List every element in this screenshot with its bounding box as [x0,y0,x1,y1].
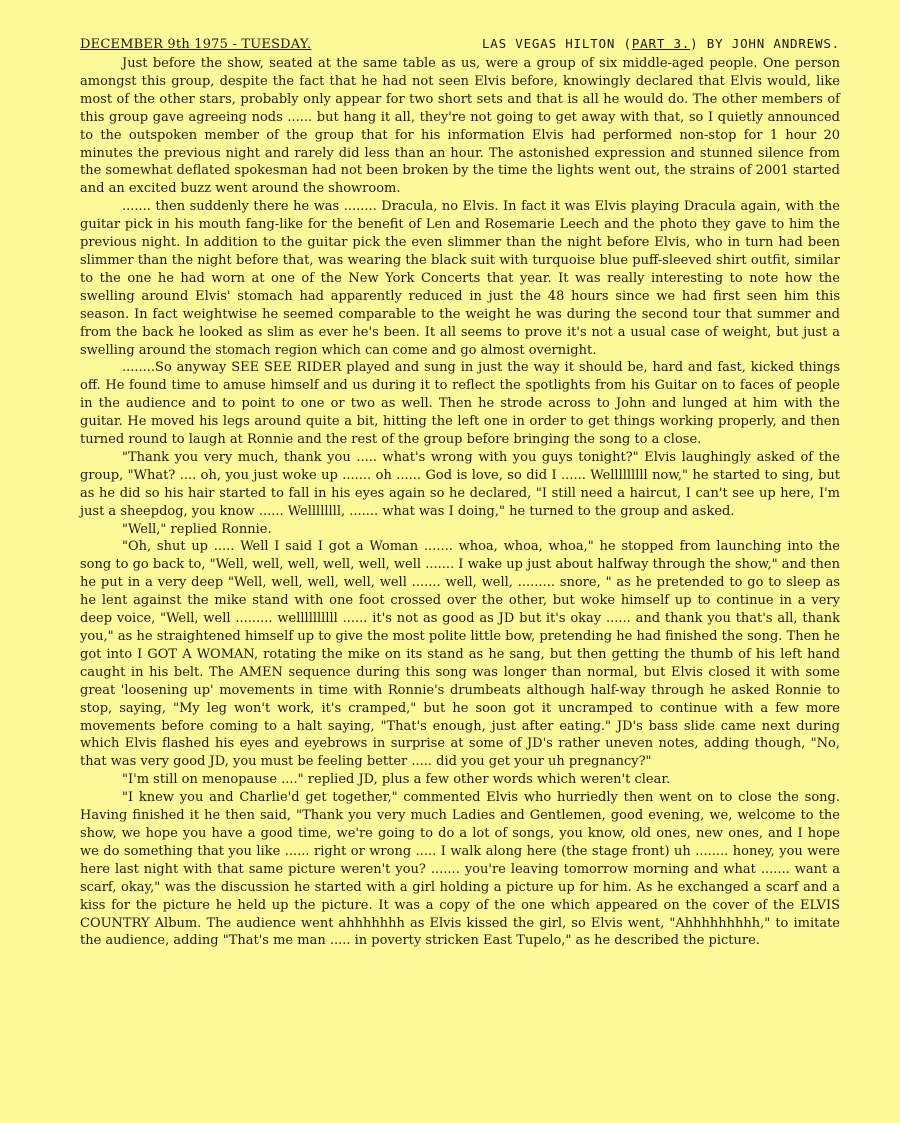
paragraph-1: Just before the show, seated at the same table as us, were a group of six middle-aged people. One person amongst this group, despite the fact that he had not seen Elvis before, knowingly declared that Elvis would, like most of the other stars, probably only appear for two short sets and that is all he would do. The other members of this group gave agreeing nods ...... but hang it all, they're not going to get away with that, so I quietly announced to the outspoken member of the group that for his information Elvis had performed non-stop for 1 hour 20 minutes the previous night and rarely did less than an hour. The astonished expression and stunned silence from the somewhat deflated spokesman had not been broken by the time the lights went out, the strains of 2001 started and an excited buzz went around the showroom. [80,56,840,197]
paragraph-4: "Thank you very much, thank you ..... what's wrong with you guys tonight?" Elvis laughingly asked of the group, "What? .... oh, you just woke up ....... oh ...... God is love, so did I ...... Welllllllll now," he started to sing, but as he did so his hair started to fall in his eyes again so he declared, "I still need a haircut, I can't see up here, I'm just a sheepdog, you know ...... Wellllllll, ....... what was I doing," he turned to the group and asked. [80,449,840,519]
title-prefix: LAS VEGAS HILTON ( [481,36,632,51]
paragraph-8: "I knew you and Charlie'd get together," commented Elvis who hurriedly then went on to close the song. Having finished it he then said, "Thank you very much Ladies and Gentlemen, good evening, we, welcome to the show, we hope you have a good time, we're going to do a lot of songs, you know, old ones, new ones, and I hope we do something that you like ...... right or wrong ..... I walk along here (the stage front) uh ........ honey, you were here last night with that same picture weren't you? ....... you're leaving tomorrow morning and what ....... want a scarf, okay," was the discussion he started with a girl holding a picture up for him. As he exchanged a scarf and a kiss for the picture he held up the picture. It was a copy of the one which appeared on the cover of the ELVIS COUNTRY Album. The audience went ahhhhhhh as Elvis kissed the girl, so Elvis went, "Ahhhhhhhhh," to imitate the audience, adding "That's me man ..... in poverty stricken East Tupelo," as he described the picture. [80,790,840,949]
article-date: DECEMBER 9th 1975 - TUESDAY. [80,37,312,52]
page-header [80,36,840,53]
paragraph-7: "I'm still on menopause ...." replied JD, plus a few other words which weren't clear. [122,772,671,788]
paragraph-5: "Well," replied Ronnie. [122,521,272,537]
paragraph-2: ....... then suddenly there he was ........ Dracula, no Elvis. In fact it was Elvis playing Dracula again, with the guitar pick in his mouth fang-like for the benefit of Len and Rosemarie Leech and the photo they gave to him the previous night. In addition to the guitar pick the even slimmer than the night before Elvis, who in turn had been slimmer than the night before that, was wearing the black suit with turquoise blue puff-sleeved shirt outfit, similar to the one he had worn at one of the New York Concerts that year. It was really interesting to note how the swelling around Elvis' stomach had apparently reduced in just the 48 hours since we had first seen him this season. In fact weightwise he seemed comparable to the weight he was during the second tour that summer and from the back he looked as slim as ever he's been. It all seems to prove it's not a usual case of weight, but just a swelling around the stomach region which can come and go almost overnight. [80,199,840,358]
paragraph-3: ........So anyway SEE SEE RIDER played and sung in just the way it should be, hard and fast, kicked things off. He found time to amuse himself and us during it to reflect the spotlights from his Guitar on to faces of people in the audience and to point to one or two as well. Then he strode across to John and lunged at him with the guitar. He moved his legs around quite a bit, hitting the left one in order to get things working properly, and then turned round to laugh at Ronnie and the rest of the group before bringing the song to a close. [80,360,840,448]
article-title [482,36,840,52]
paragraph-6: "Oh, shut up ..... Well I said I got a Woman ....... whoa, whoa, whoa," he stopped from launching into the song to go back to, "Well, well, well, well, well, well ....... I wake up just about halfway through the show," and then he put in a very deep "Well, well, well, well, well ....... well, well, ......... snore, " as he pretended to go to sleep as he lent against the mike stand with one foot crossed over the other, but woke himself up to continue in a very deep voice, "Well, well ......... wellllllllll ...... it's not as good as JD but it's okay ...... and thank you that's all, thank you," as he straightened himself up to give the most polite little bow, pretending he had finished the song. Then he got into I GOT A WOMAN, rotating the mike on its stand as he sang, but then getting the thumb of his left hand caught in his belt. The AMEN sequence during this song was longer than normal, but Elvis closed it with some great 'loosening up' movements in time with Ronnie's drumbeats although half-way through he asked Ronnie to stop, saying, "My leg won't work, it's cramped," but he soon got it uncramped to continue with a few more movements before coming to a halt saying, "That's enough, just after eating." JD's bass slide came next during which Elvis flashed his eyes and eyebrows in surprise at some of JD's rather uneven notes, adding though, "No, that was very good JD, you must be feeling better ..... did you get your uh pregnancy?" [80,539,840,770]
title-suffix: ) BY JOHN ANDREWS. [690,36,840,51]
title-part: PART 3. [631,36,691,51]
article-body [80,55,840,950]
